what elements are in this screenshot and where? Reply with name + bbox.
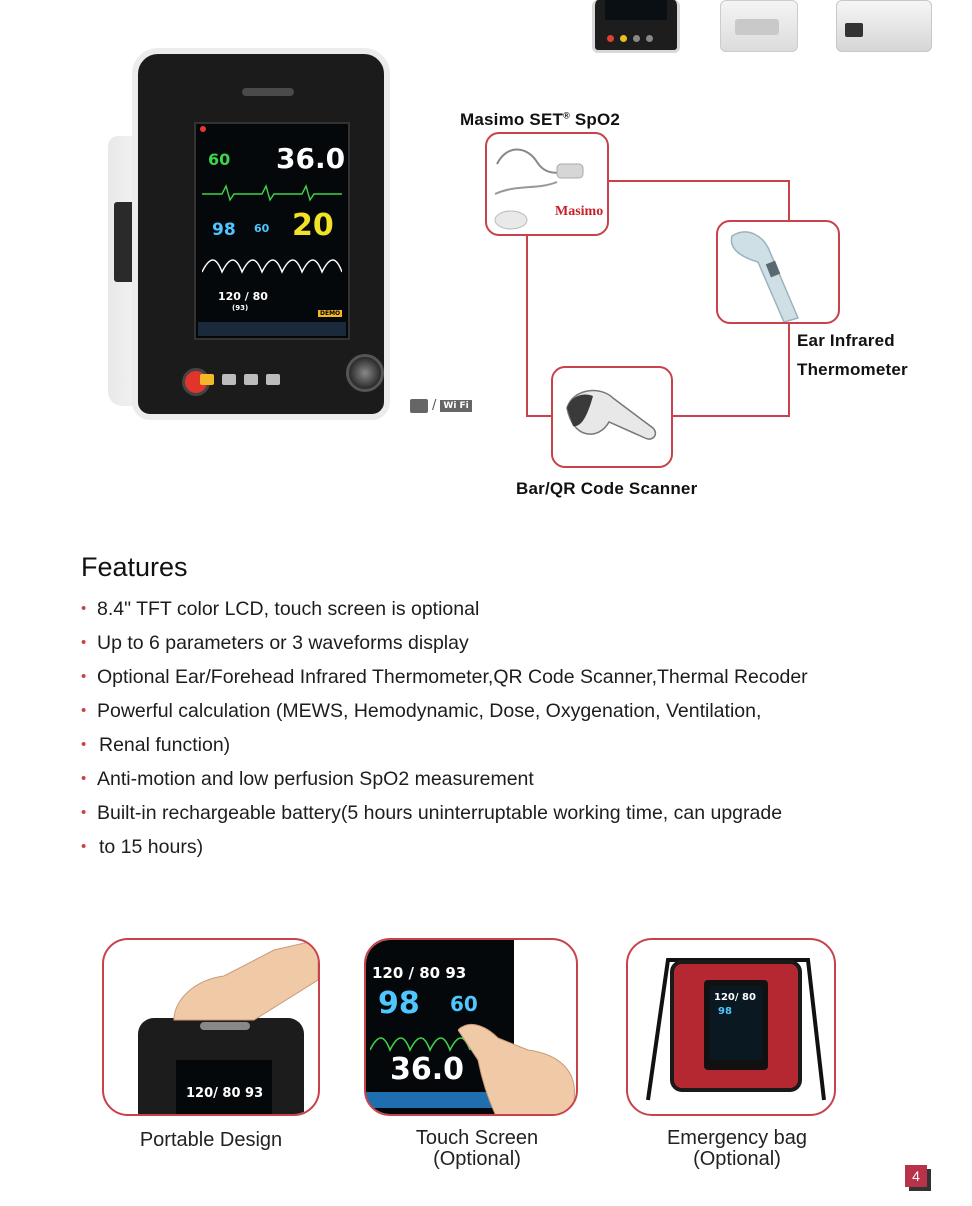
nibp-mean: (93): [232, 304, 249, 312]
spo2-label: Masimo SET® SpO2: [460, 110, 621, 129]
feature-item: • Built-in rechargeable battery(5 hours uninterruptable working time, can upgrade: [81, 796, 881, 830]
pr-value: 60: [254, 222, 270, 235]
spo2-value: 98: [212, 220, 236, 240]
feature-item: • Optional Ear/Forehead Infrared Thermometer,QR Code Scanner,Thermal Recoder: [81, 660, 881, 694]
spo2-sensor-image: [485, 132, 609, 236]
portable-design-caption: Portable Design: [139, 1129, 283, 1151]
monitor-back-thumbnail: [836, 0, 932, 52]
touch-pr: 60: [450, 992, 478, 1016]
temp-value: 36.0: [276, 142, 346, 175]
ear-thermometer-image: [716, 220, 840, 324]
feature-item-continued: • Renal function): [81, 728, 881, 762]
features-title: Features: [81, 552, 188, 582]
portable-design-image: [102, 938, 320, 1116]
nibp-value: 120 / 80: [218, 290, 268, 303]
bag-screen-spo2: 98: [718, 1006, 732, 1017]
feature-item: • 8.4" TFT color LCD, touch screen is optional: [81, 592, 881, 626]
lan-icon: [410, 399, 428, 413]
masimo-logo: Masimo: [555, 204, 604, 219]
barcode-scanner-image: [551, 366, 673, 468]
connectivity-icons: [410, 398, 472, 413]
bag-screen-nibp: 120/ 80: [714, 992, 756, 1003]
thermometer-label: Ear Infrared Thermometer: [797, 331, 908, 379]
monitor-screen: [194, 122, 350, 340]
emergency-bag-caption: Emergency bag (Optional): [666, 1127, 808, 1170]
touch-screen-caption: Touch Screen (Optional): [415, 1127, 539, 1170]
monitor-front-thumbnail: [592, 0, 680, 53]
portable-screen-nibp: 120/ 80 93: [186, 1086, 264, 1101]
feature-item: • Up to 6 parameters or 3 waveforms display: [81, 626, 881, 660]
patient-monitor-image: [108, 48, 390, 420]
page-number: 4: [905, 1165, 927, 1187]
function-keys[interactable]: [200, 374, 280, 385]
monitor-side-thumbnail: [720, 0, 798, 52]
touch-nibp: 120 / 80 93: [372, 964, 467, 982]
separator: /: [432, 398, 437, 413]
emergency-bag-image: [626, 938, 836, 1116]
feature-item: • Anti-motion and low perfusion SpO2 measurement: [81, 762, 881, 796]
touch-temp: 36.0: [390, 1052, 465, 1087]
wifi-icon: Wi Fi: [440, 400, 471, 412]
scanner-label: Bar/QR Code Scanner: [516, 479, 698, 498]
touch-screen-image: [364, 938, 578, 1116]
touch-spo2: 98: [378, 986, 420, 1021]
feature-item: • Powerful calculation (MEWS, Hemodynamic, Dose, Oxygenation, Ventilation,: [81, 694, 881, 728]
demo-badge: DEMO: [320, 310, 341, 317]
feature-item-continued: • to 15 hours): [81, 830, 881, 864]
resp-value: 20: [292, 208, 334, 243]
features-list: [81, 592, 881, 864]
rotary-knob[interactable]: [346, 354, 384, 392]
hr-value: 60: [208, 150, 231, 169]
